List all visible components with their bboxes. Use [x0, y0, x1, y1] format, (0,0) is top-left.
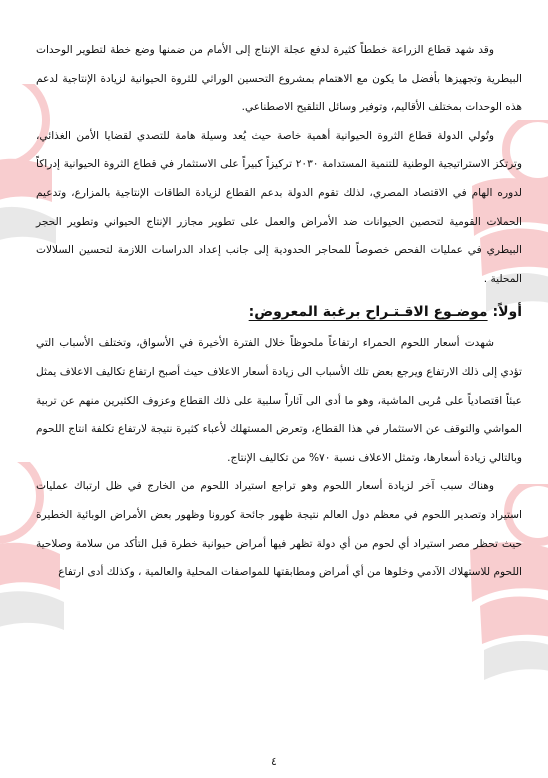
document-body — [36, 36, 522, 587]
section-number: أولاً: — [492, 304, 522, 321]
body-paragraph: وتُولي الدولة قطاع الثروة الحيوانية أهمية خاصة حيث يُعد وسيلة هامة للتصدي لقضايا الأمن الغذائي، وترتكز الاستراتيجية الوطنية للتنمية المستدامة ٢٠٣٠ تركيزاً كبيراً على الاستثمار في قطاع الثروة الحيوانية إدراكاً لدوره الهام في الاقتصاد المصري، لذلك تقوم الدولة بدعم القطاع لزيادة الطاقات الإنتاجية بالمزارع، وتدعيم الحملات القومية لتحصين الحيوانات ضد الأمراض والعمل على تطوير مجازر الإنتاج الحيواني وتطوير الحجر البيطري في عمليات الفحص خصوصاً للمحاجر الحدودية إلى جانب إعداد الدراسات اللازمة لتحسين السلالات المحلية . — [36, 129, 522, 285]
page-number: ٤ — [271, 755, 277, 768]
section-title: موضـوع الاقـتـراح برغبة المعروض: — [248, 304, 488, 321]
section-heading — [36, 297, 522, 327]
section-paragraph: وهناك سبب آخر لزيادة أسعار اللحوم وهو تراجع استيراد اللحوم من الخارج في ظل ارتباك عمليات استيراد وتصدير اللحوم في معظم دول العالم نتيجة ظهور جائحة كورونا وظهور بعض الأمراض الوبائية الخطيرة حيث تحظر مصر استيراد أي لحوم من أي دولة تظهر فيها أمراض حيوانية خطرة قبل التأكد من سلامة وصلاحية اللحوم للاستهلاك الآدمي وخلوها من أي أمراض ومطابقتها للمواصفات المحلية والعالمية ، وكذلك أدى ارتفاع — [36, 480, 522, 579]
section-paragraph: شهدت أسعار اللحوم الحمراء ارتفاعاً ملحوظاً خلال الفترة الأخيرة في الأسواق، وتختلف الأسباب التي تؤدي إلى ذلك الارتفاع ويرجع بعض تلك الأسباب الى زيادة أسعار الاعلاف حيث أصبح ارتفاع تكاليف الاعلاف يمثل عبئاً اقتصادياً على مُربى الماشية، وهو ما أدى الى آثاراً سلبية على ذلك القطاع وعزوف الكثيرين منهم عن تربية المواشي والتوقف عن الاستثمار في هذا القطاع، وتعرض المستهلك لأعباء كثيرة نتيجة لارتفاع تكلفة انتاج اللحوم وبالتالي زيادة أسعارها، وتمثل الاعلاف نسبة ٧٠% من تكاليف الإنتاج. — [36, 337, 522, 464]
body-paragraph: وقد شهد قطاع الزراعة خططاً كثيرة لدفع عجلة الإنتاج إلى الأمام من ضمنها وضع خطة لتطوير الوحدات البيطرية وتجهيزها بأفضل ما يكون مع الاهتمام بمشروع التحسين الوراثي للثروة الحيوانية لزيادة الإنتاجية لدعم هذه الوحدات بمختلف الأقاليم، وتوفير وسائل التلقيح الاصطناعي. — [36, 44, 522, 114]
